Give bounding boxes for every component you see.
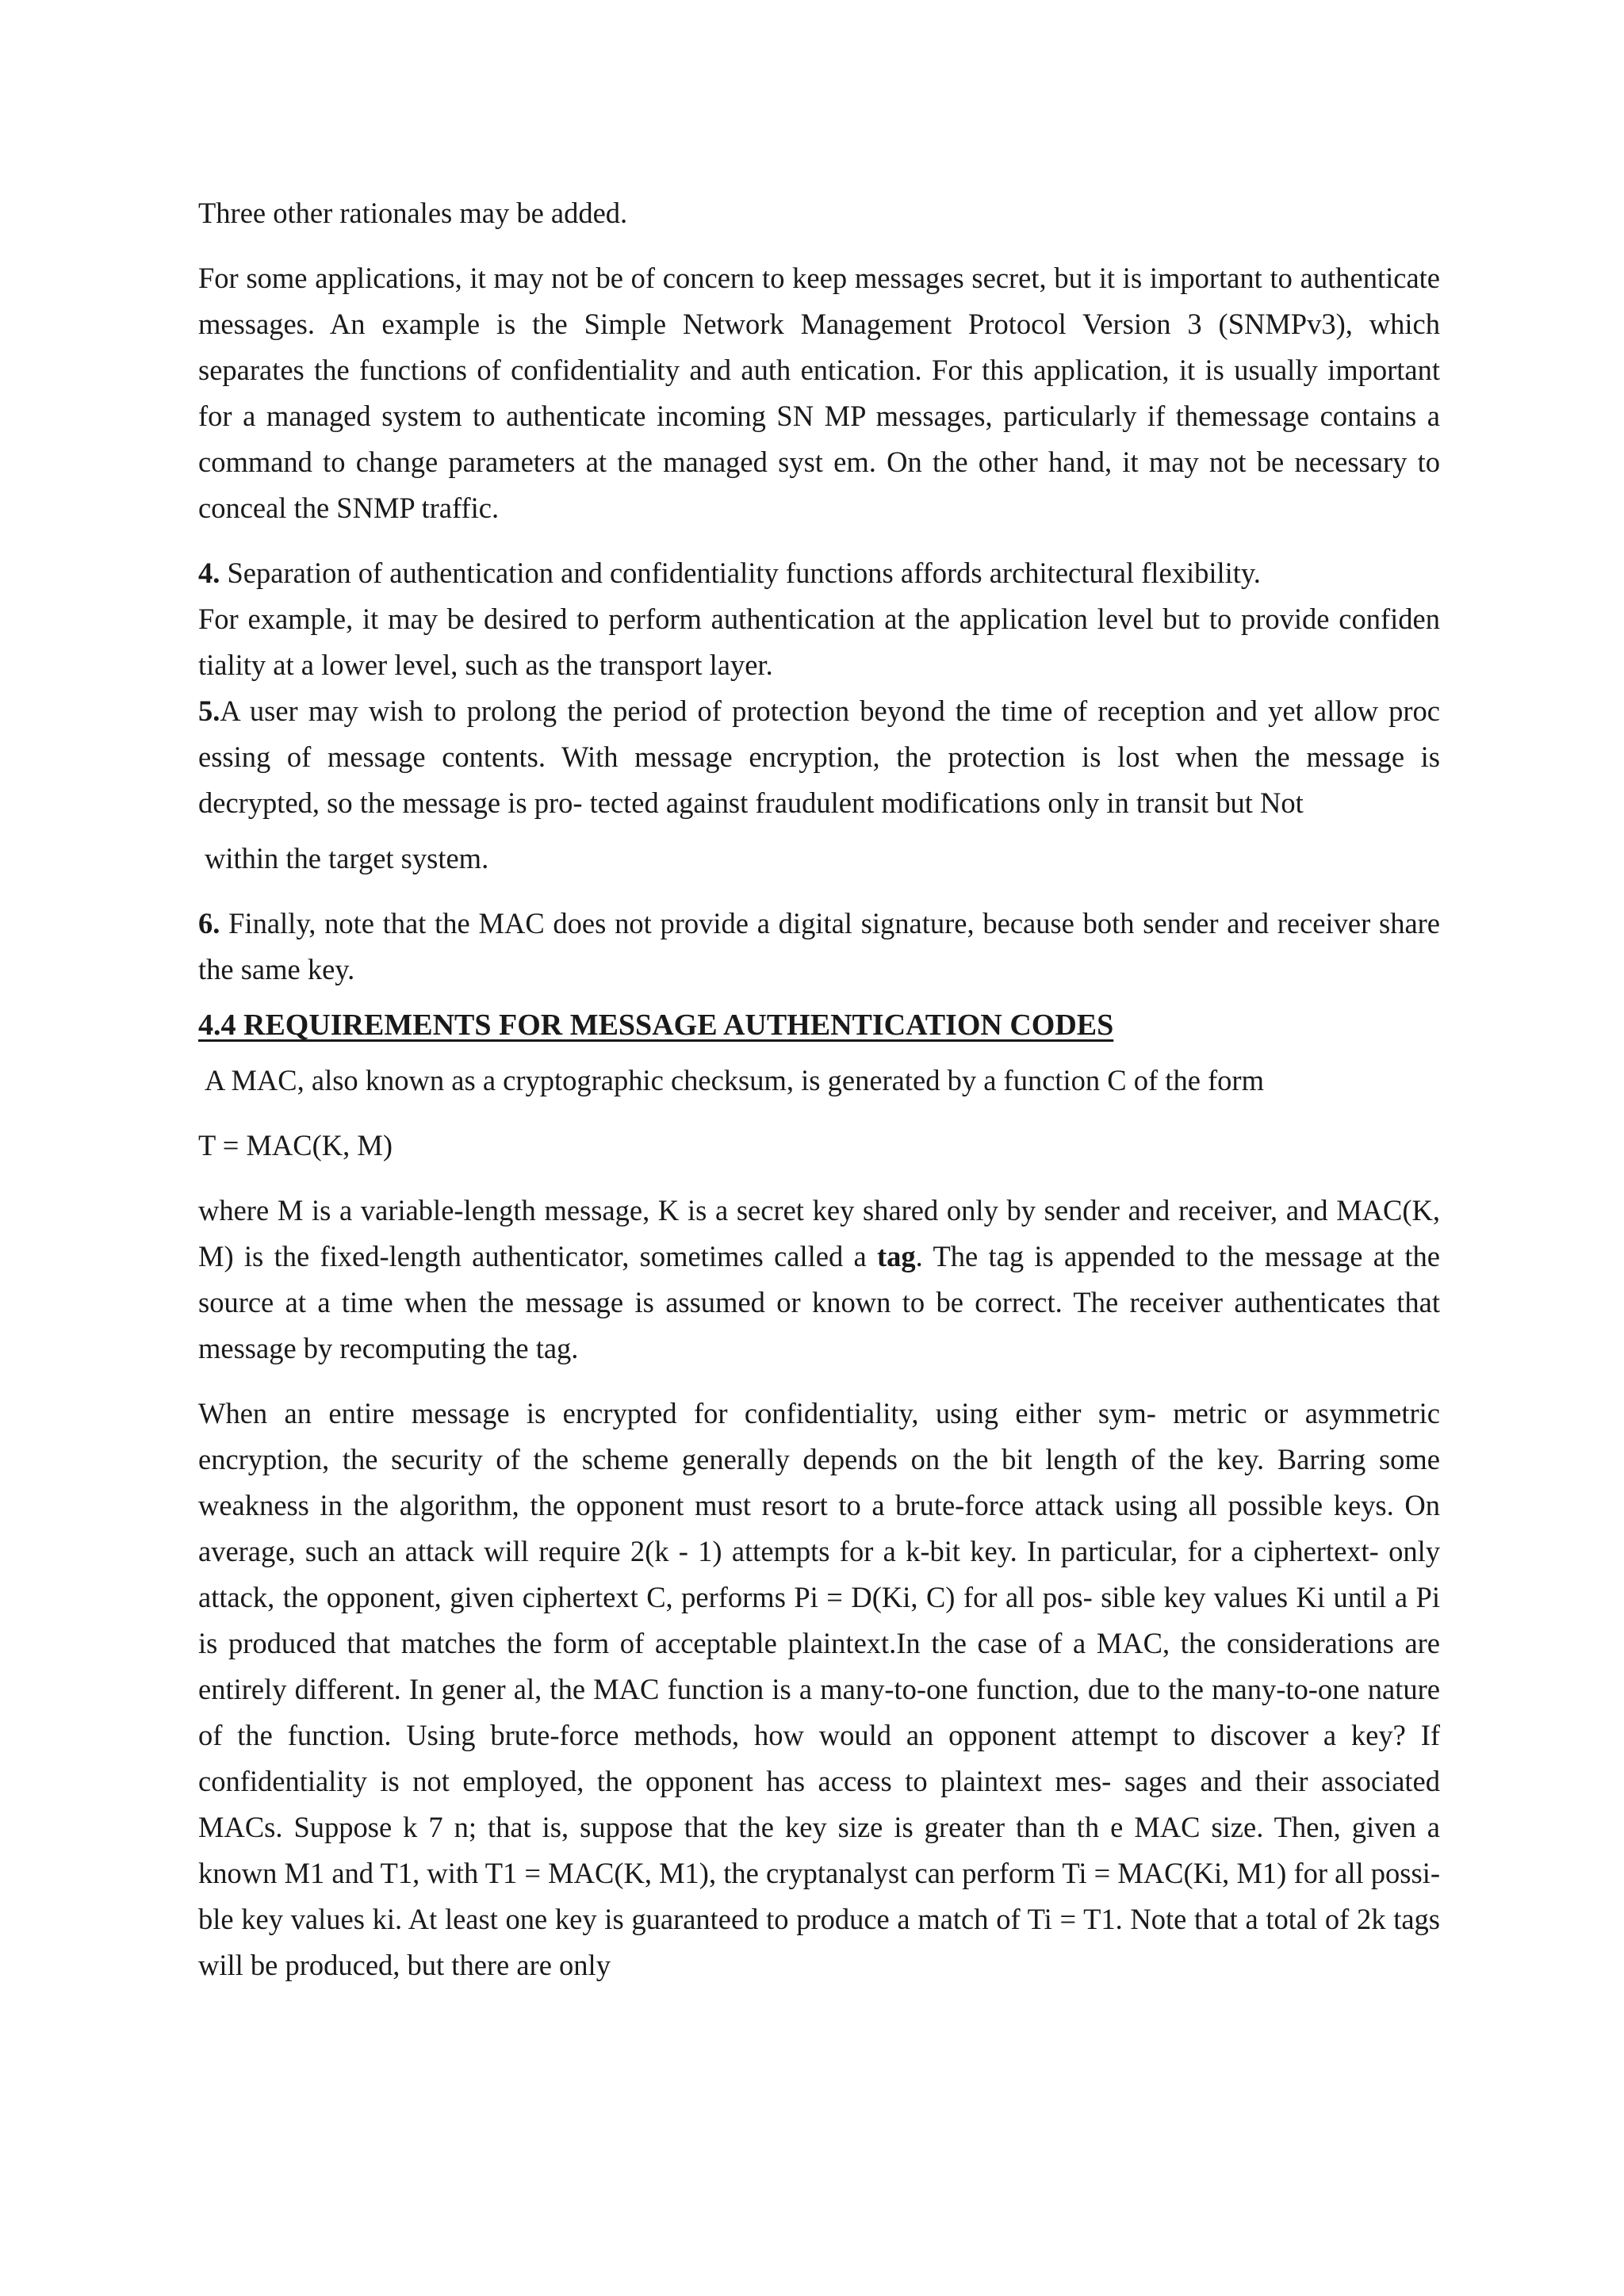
item-5-number: 5.: [198, 695, 220, 727]
item-6-text: Finally, note that the MAC does not provide a digital signature, because both sender and receiver share the same key.: [198, 907, 1441, 985]
section-heading: 4.4 REQUIREMENTS FOR MESSAGE AUTHENTICATION CODES: [198, 1008, 1114, 1042]
snmp-paragraph: For some applications, it may not be of concern to keep messages secret, but it is important to authenticate messages. An example is the Simple Network Management Protocol Version 3 (SNMPv3), which separates the functions of confidentiality and auth entication. For this application, it is usually important for a managed system to authenticate incoming SN MP messages, particularly if themessage contains a command to change parameters at the managed syst em. On the other hand, it may not be necessary to conceal the SNMP traffic.: [198, 262, 1440, 524]
tag-term: tag: [877, 1240, 916, 1272]
brute-force-paragraph: When an entire message is encrypted for confidentiality, using either sym- metric or asymmetric encryption, the security of the scheme generally depends on the bit length of the key. Barring some weakness in the algorithm, the opponent must resort to a brute-force attack using all possible keys. On average, such an attack will require 2(k - 1) attempts for a k-bit key. In particular, for a ciphertext- only attack, the opponent, given ciphertext C, performs Pi = D(Ki, C) for all pos- sible key values Ki until a Pi is produced that matches the form of acceptable plaintext.In the case of a MAC, the considerations are entirely different. In gener al, the MAC function is a many-to-one function, due to the many-to-one nature of the function. Using brute-force methods, how would an opponent attempt to discover a key? If confidentiality is not employed, the opponent has access to plaintext mes- sages and their associated MACs. Suppose k 7 n; that is, suppose that the key size is greater than th e MAC size. Then, given a known M1 and T1, with T1 = MAC(K, M1), the cryptanalyst can perform Ti = MAC(Ki, M1) for all possi- ble key values ki. At least one key is guaranteed to produce a match of Ti = T1. Note that a total of 2k tags will be produced, but there are only: [198, 1397, 1440, 1981]
item-4-number: 4.: [198, 557, 220, 589]
mac-formula: T = MAC(K, M): [198, 1129, 393, 1161]
item-4-detail: For example, it may be desired to perform authentication at the application level but to provide confiden tiality at a lower level, such as the transport layer.: [198, 603, 1440, 681]
item-6: [198, 901, 1440, 993]
where-text-before: where M is a variable-length message, K is a secret key shared only by sender and receiver, and MAC(K, M) is the fixed-length authenticator, sometimes called a: [198, 1194, 1440, 1272]
where-paragraph: [198, 1188, 1440, 1372]
where-text-after: . The tag is appended to the message at the source at a time when the message is assumed or known to be correct. The receiver authenticates that message by recomputing the tag.: [198, 1240, 1440, 1364]
mac-intro: A MAC, also known as a cryptographic checksum, is generated by a function C of the form: [205, 1064, 1264, 1096]
item-5: [198, 688, 1440, 826]
item-5-text: A user may wish to prolong the period of protection beyond the time of reception and yet allow proc essing of message contents. With message encryption, the protection is lost when the message is decrypted, so the message is pro- tected against fraudulent modifications only in transit but Not: [198, 695, 1440, 819]
item-4: [198, 550, 1440, 596]
item-4-text: Separation of authentication and confidentiality functions affords architectural flexibility.: [227, 557, 1261, 589]
item-5-tail: within the target system.: [205, 842, 489, 874]
document-page: [198, 190, 1440, 1988]
intro-line: Three other rationales may be added.: [198, 197, 628, 229]
item-6-number: 6.: [198, 907, 220, 939]
